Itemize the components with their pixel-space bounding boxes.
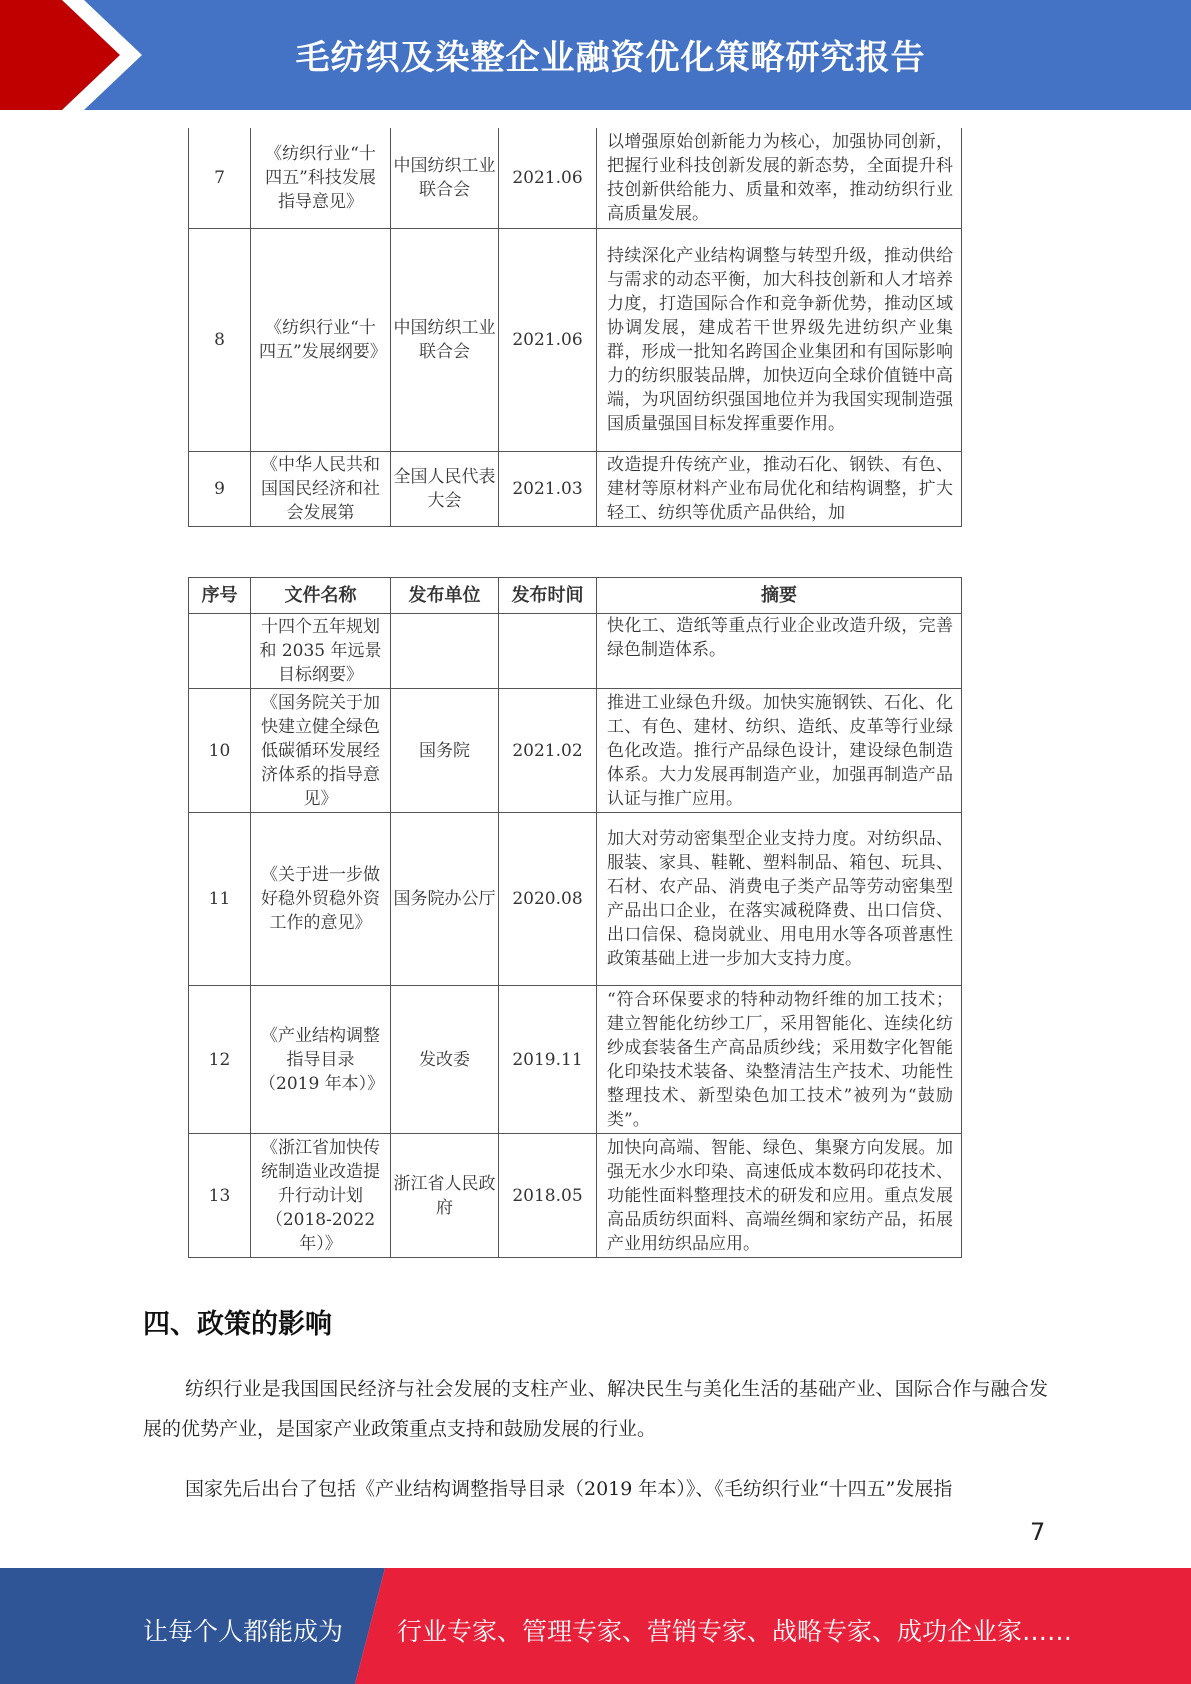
footer-slogan-right: 行业专家、管理专家、营销专家、战略专家、成功企业家…… <box>397 1617 1073 1646</box>
body-paragraph: 纺织行业是我国国民经济与社会发展的支柱产业、解决民生与美化生活的基础产业、国际合作与融合发展的优势产业，是国家产业政策重点支持和鼓励发展的行业。 <box>143 1378 1048 1440</box>
cell-no: 7 <box>189 128 251 228</box>
cell-summary: 加大对劳动密集型企业支持力度。对纺织品、服装、家具、鞋靴、塑料制品、箱包、玩具、石材、农产品、消费电子类产品等劳动密集型产品出口企业，在落实减税降费、出口信贷、出口信保、稳岗就业、用电用水等各项普惠性政策基础上进一步加大支持力度。 <box>597 813 962 986</box>
cell-org: 国务院办公厅 <box>391 813 499 986</box>
cell-date: 2021.06 <box>499 228 597 451</box>
cell-date <box>499 614 597 689</box>
cell-org: 浙江省人民政府 <box>391 1134 499 1258</box>
body-paragraph: 国家先后出台了包括《产业结构调整指导目录（2019 年本）》、《毛纺织行业“十四五”发展指 <box>185 1478 953 1500</box>
table-row <box>189 1134 962 1258</box>
policy-table <box>188 577 962 1258</box>
cell-name: 《中华人民共和国国民经济和社会发展第 <box>251 451 391 526</box>
footer-slogan-left: 让每个人都能成为 <box>143 1617 344 1646</box>
header-chevron-decoration <box>0 0 150 110</box>
cell-no: 8 <box>189 228 251 451</box>
table-row <box>189 689 962 813</box>
cell-date: 2021.02 <box>499 689 597 813</box>
cell-name: 《关于进一步做好稳外贸稳外资工作的意见》 <box>251 813 391 986</box>
cell-summary: 加快向高端、智能、绿色、集聚方向发展。加强无水少水印染、高速低成本数码印花技术、功能性面料整理技术的研发和应用。重点发展高品质纺织面料、高端丝绸和家纺产品，拓展产业用纺织品应用。 <box>597 1134 962 1258</box>
cell-summary: 快化工、造纸等重点行业企业改造升级，完善绿色制造体系。 <box>597 614 962 689</box>
table-row <box>189 128 962 228</box>
report-title: 毛纺织及染整企业融资优化策略研究报告 <box>295 38 926 78</box>
cell-name: 《产业结构调整指导目录（2019 年本）》 <box>251 986 391 1134</box>
cell-org: 国务院 <box>391 689 499 813</box>
header-name: 文件名称 <box>251 578 391 614</box>
policy-table-continued <box>188 128 962 527</box>
cell-no: 11 <box>189 813 251 986</box>
table-header-row <box>189 578 962 614</box>
table-row <box>189 813 962 986</box>
cell-date: 2019.11 <box>499 986 597 1134</box>
page-footer <box>0 1568 1191 1684</box>
cell-summary: 改造提升传统产业，推动石化、钢铁、有色、建材等原材料产业布局优化和结构调整，扩大轻工、纺织等优质产品供给，加 <box>597 451 962 526</box>
cell-org: 中国纺织工业联合会 <box>391 228 499 451</box>
cell-no: 9 <box>189 451 251 526</box>
page-header <box>0 0 1191 110</box>
cell-date: 2018.05 <box>499 1134 597 1258</box>
cell-summary: 推进工业绿色升级。加快实施钢铁、石化、化工、有色、建材、纺织、造纸、皮革等行业绿色化改造。推行产品绿色设计，建设绿色制造体系。大力发展再制造产业，加强再制造产品认证与推广应用。 <box>597 689 962 813</box>
header-date: 发布时间 <box>499 578 597 614</box>
cell-name: 《国务院关于加快建立健全绿色低碳循环发展经济体系的指导意见》 <box>251 689 391 813</box>
table-row <box>189 228 962 451</box>
table-row <box>189 614 962 689</box>
cell-name: 十四个五年规划和 2035 年远景目标纲要》 <box>251 614 391 689</box>
header-summary: 摘要 <box>597 578 962 614</box>
cell-org <box>391 614 499 689</box>
cell-no: 13 <box>189 1134 251 1258</box>
cell-no <box>189 614 251 689</box>
section-heading: 四、政策的影响 <box>143 1309 332 1340</box>
table-row <box>189 451 962 526</box>
cell-name: 《浙江省加快传统制造业改造提升行动计划（2018-2022 年）》 <box>251 1134 391 1258</box>
header-no: 序号 <box>189 578 251 614</box>
cell-no: 12 <box>189 986 251 1134</box>
page-number: 7 <box>1030 1518 1046 1546</box>
cell-date: 2021.06 <box>499 128 597 228</box>
cell-summary: “符合环保要求的特种动物纤维的加工技术；建立智能化纺纱工厂，采用智能化、连续化纺纱成套装备生产高品质纱线；采用数字化智能化印染技术装备、染整清洁生产技术、功能性整理技术、新型染色加工技术”被列为“鼓励类”。 <box>597 986 962 1134</box>
table-row <box>189 986 962 1134</box>
cell-summary: 以增强原始创新能力为核心，加强协同创新，把握行业科技创新发展的新态势，全面提升科技创新供给能力、质量和效率，推动纺织行业高质量发展。 <box>597 128 962 228</box>
header-org: 发布单位 <box>391 578 499 614</box>
cell-date: 2021.03 <box>499 451 597 526</box>
cell-name: 《纺织行业“十四五”科技发展指导意见》 <box>251 128 391 228</box>
cell-no: 10 <box>189 689 251 813</box>
cell-org: 中国纺织工业联合会 <box>391 128 499 228</box>
cell-date: 2020.08 <box>499 813 597 986</box>
cell-org: 全国人民代表大会 <box>391 451 499 526</box>
cell-org: 发改委 <box>391 986 499 1134</box>
cell-name: 《纺织行业“十四五”发展纲要》 <box>251 228 391 451</box>
cell-summary: 持续深化产业结构调整与转型升级，推动供给与需求的动态平衡，加大科技创新和人才培养力度，打造国际合作和竞争新优势，推动区域协调发展，建成若干世界级先进纺织产业集群，形成一批知名跨国企业集团和有国际影响力的纺织服装品牌，加快迈向全球价值链中高端，为巩固纺织强国地位并为我国实现制造强国质量强国目标发挥重要作用。 <box>597 228 962 451</box>
